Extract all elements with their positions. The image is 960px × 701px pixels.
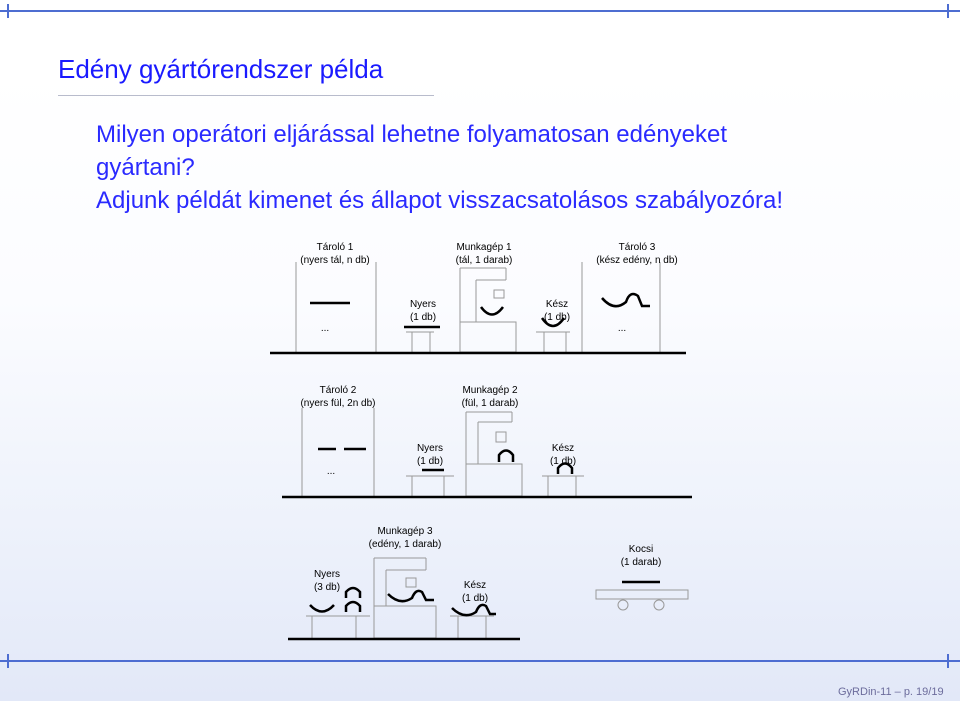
row2-group — [282, 408, 692, 497]
slide-title: Edény gyártórendszer példa — [58, 54, 384, 84]
cart-wheel-right — [654, 600, 664, 610]
row3-raw-count: (3 db) — [313, 582, 341, 593]
row1-raw-label: Nyers — [409, 299, 437, 310]
machine-1-desc: (tál, 1 darab) — [455, 255, 513, 266]
raw-bowl-mark-row3 — [310, 605, 334, 612]
cart-desc: (1 darab) — [620, 557, 662, 568]
row2-raw-label: Nyers — [416, 443, 444, 454]
row1-done-label: Kész — [545, 299, 569, 310]
done-table-1 — [536, 318, 570, 352]
machine-2-name: Munkagép 2 — [462, 385, 518, 396]
finished-vessel-mark — [602, 294, 650, 306]
machine-3 — [374, 558, 436, 638]
row1-ellipsis-left: ... — [320, 323, 330, 334]
row1-done-count: (1 db) — [543, 312, 571, 323]
storage-3-name: Tároló 3 — [618, 242, 656, 253]
storage-3-desc: (kész edény, n db) — [596, 255, 678, 266]
storage-3 — [582, 262, 660, 352]
raw-handle-mark-row3-a — [346, 588, 360, 598]
storage-1-name: Tároló 1 — [316, 242, 354, 253]
row1-raw-count: (1 db) — [409, 312, 437, 323]
vessel-in-machine-3 — [388, 591, 434, 601]
handle-in-machine-2 — [499, 451, 513, 463]
done-table-2 — [542, 464, 584, 497]
row3-raw-label: Nyers — [313, 569, 341, 580]
row3-done-count: (1 db) — [461, 593, 489, 604]
row1-ellipsis-right: ... — [617, 323, 627, 334]
storage-2 — [302, 408, 374, 496]
cart — [596, 582, 688, 610]
row3-done-label: Kész — [463, 580, 487, 591]
question-line-2: gyártani? — [96, 154, 195, 181]
storage-2-name: Tároló 2 — [319, 385, 357, 396]
row2-done-count: (1 db) — [549, 456, 577, 467]
question-line-1: Milyen operátori eljárással lehetne folyamatosan edényeket — [96, 121, 728, 148]
question-line-3: Adjunk példát kimenet és állapot visszacsatolásos szabályozóra! — [96, 187, 784, 214]
footer-page-label: GyRDin-11 – p. 19/19 — [838, 686, 944, 698]
machine-2-desc: (fül, 1 darab) — [461, 398, 519, 409]
row1-group — [270, 262, 686, 353]
raw-table-2 — [406, 470, 454, 496]
storage-1 — [296, 262, 376, 352]
row2-ellipsis: ... — [326, 466, 336, 477]
machine-3-name: Munkagép 3 — [377, 526, 433, 537]
row2-done-label: Kész — [551, 443, 575, 454]
cart-name: Kocsi — [628, 544, 654, 555]
machine-1-name: Munkagép 1 — [456, 242, 512, 253]
row2-raw-count: (1 db) — [416, 456, 444, 467]
bowl-in-machine-1 — [481, 307, 503, 315]
raw-table-3 — [306, 588, 370, 638]
machine-2 — [466, 412, 522, 496]
finished-vessel-mark-row3 — [452, 605, 496, 615]
raw-table-1 — [404, 327, 440, 352]
machine-3-desc: (edény, 1 darab) — [368, 539, 442, 550]
raw-handle-mark-row3-b — [346, 602, 360, 612]
machine-1 — [460, 268, 516, 352]
cart-wheel-left — [618, 600, 628, 610]
storage-2-desc: (nyers fül, 2n db) — [300, 398, 376, 409]
diagram-labels — [300, 242, 678, 604]
cart-platform — [596, 590, 688, 599]
done-table-3 — [450, 605, 496, 638]
storage-1-desc: (nyers tál, n db) — [300, 255, 370, 266]
